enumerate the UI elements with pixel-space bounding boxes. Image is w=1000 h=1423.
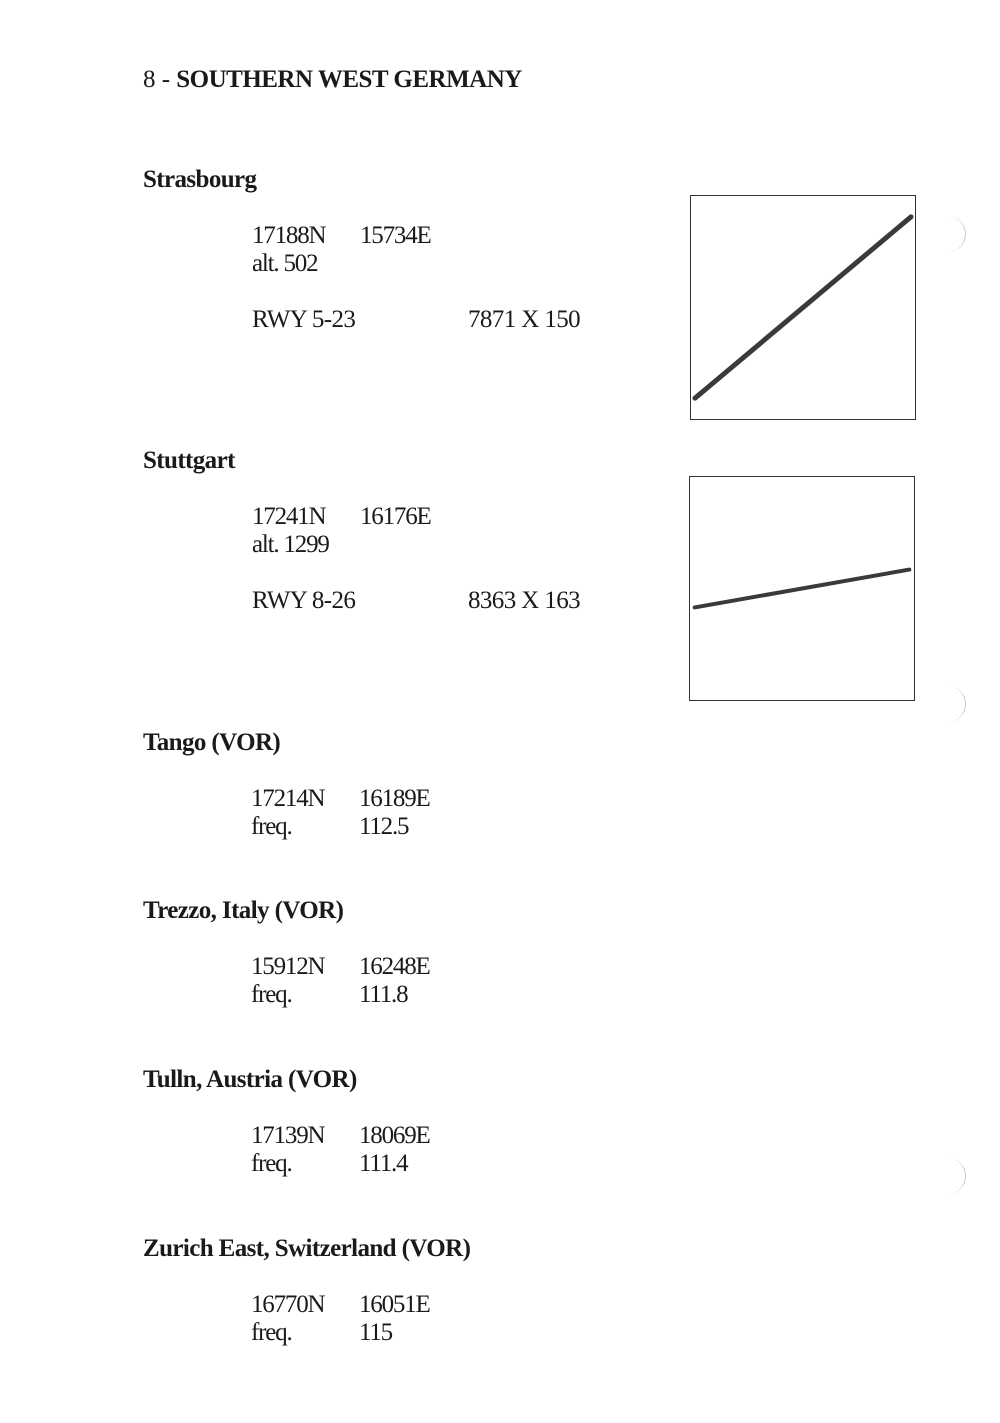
runway-line <box>695 570 910 608</box>
section-title: SOUTHERN WEST GERMANY <box>176 66 522 93</box>
vor-lon: 16248E <box>359 953 430 980</box>
airport-lat: 17188N <box>252 222 326 249</box>
vor-lat: 17214N <box>251 785 325 812</box>
runway-diagram-svg <box>690 477 914 700</box>
vor-freq: 111.4 <box>359 1150 408 1177</box>
runway-id: RWY 5-23 <box>252 306 356 333</box>
vor-freq: 112.5 <box>359 813 409 840</box>
vor-lat: 15912N <box>251 953 325 980</box>
airport-lon: 15734E <box>360 222 431 249</box>
runway-diagram <box>690 195 916 420</box>
vor-name-trezzo: Trezzo, Italy (VOR) <box>143 897 344 924</box>
airport-name-stuttgart: Stuttgart <box>143 447 235 474</box>
vor-freq-label: freq. <box>251 813 292 840</box>
runway-line <box>695 217 911 398</box>
airport-altitude: alt. 502 <box>252 250 318 277</box>
runway-id: RWY 8-26 <box>252 587 356 614</box>
page-title <box>143 66 522 94</box>
vor-freq-label: freq. <box>251 1319 292 1346</box>
vor-name-zurich-east: Zurich East, Switzerland (VOR) <box>143 1235 471 1262</box>
airport-altitude: alt. 1299 <box>252 531 329 558</box>
vor-freq-label: freq. <box>251 1150 292 1177</box>
binder-hole-mark <box>945 216 966 252</box>
airport-lat: 17241N <box>252 503 326 530</box>
vor-lon: 16051E <box>359 1291 430 1318</box>
vor-name-tulln: Tulln, Austria (VOR) <box>143 1066 357 1093</box>
vor-freq-label: freq. <box>251 981 292 1008</box>
vor-freq: 115 <box>359 1319 392 1346</box>
title-separator: - <box>161 66 171 93</box>
airport-name-strasbourg: Strasbourg <box>143 166 257 193</box>
page-number: 8 <box>143 66 156 93</box>
vor-lat: 17139N <box>251 1122 325 1149</box>
airport-lon: 16176E <box>360 503 431 530</box>
vor-name-tango: Tango (VOR) <box>143 729 281 756</box>
vor-lat: 16770N <box>251 1291 325 1318</box>
vor-freq: 111.8 <box>359 981 408 1008</box>
binder-hole-mark <box>945 686 966 722</box>
vor-lon: 18069E <box>359 1122 430 1149</box>
runway-dimensions: 8363 X 163 <box>468 587 581 614</box>
binder-hole-mark <box>945 1158 966 1194</box>
runway-dimensions: 7871 X 150 <box>468 306 581 333</box>
runway-diagram <box>689 476 915 701</box>
vor-lon: 16189E <box>359 785 430 812</box>
runway-diagram-svg <box>691 196 915 419</box>
